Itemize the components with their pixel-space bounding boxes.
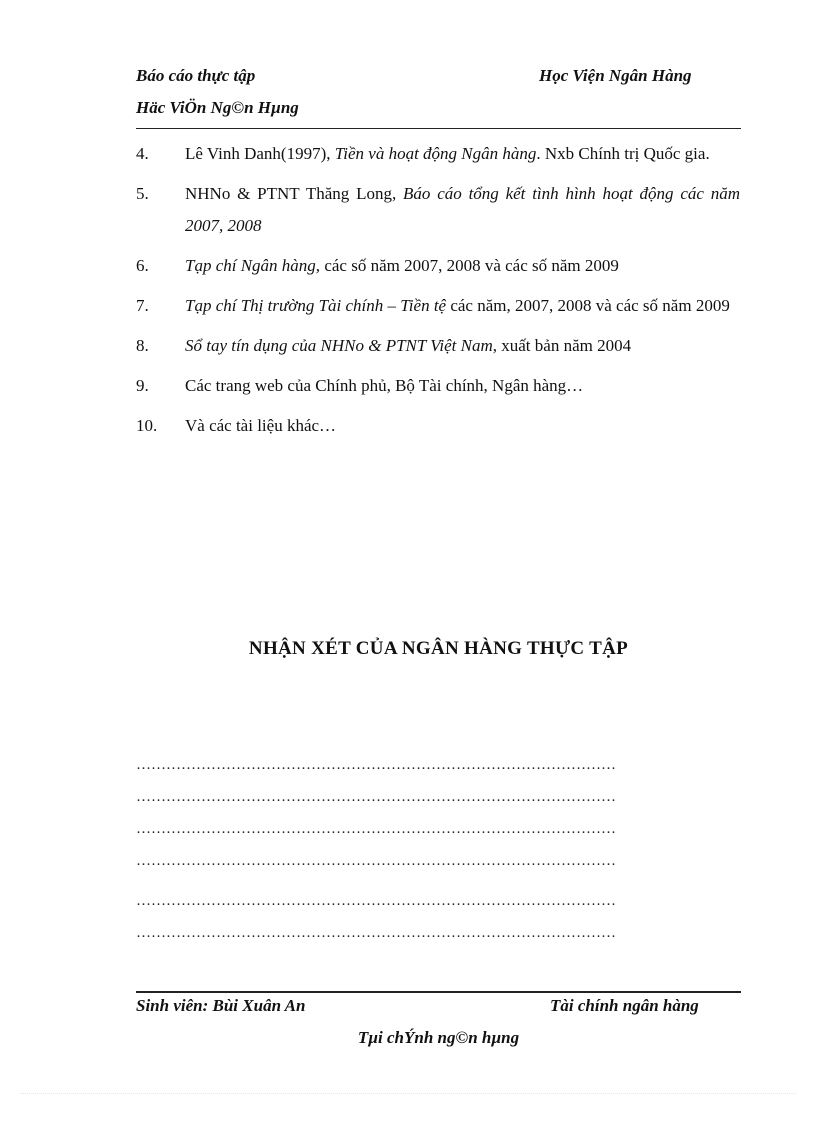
- reference-number: 10.: [136, 416, 158, 435]
- reference-detail: NHNo & PTNT Thăng Long,: [185, 184, 404, 203]
- reference-title: Báo cáo tổng kết tình hình hoạt động các năm 2007, 2008: [185, 184, 740, 235]
- reference-detail: , xuất bản năm 2004: [492, 336, 632, 355]
- comment-dotted-line: ……………………………………………………………………………………: [136, 789, 616, 805]
- reference-title: Tạp chí Thị trường Tài chính – Tiền tệ: [185, 296, 447, 315]
- comment-dotted-line: ……………………………………………………………………………………: [136, 853, 616, 869]
- reference-number: 5.: [136, 184, 149, 203]
- reference-detail: Và các tài liệu khác…: [185, 416, 337, 435]
- reference-detail: các số năm 2007, 2008 và các số năm 2009: [320, 256, 619, 275]
- header-report-title: Báo cáo thực tập: [136, 66, 256, 85]
- comment-dotted-line: ……………………………………………………………………………………: [136, 925, 616, 941]
- reference-item: [136, 290, 740, 322]
- reference-item: [136, 138, 740, 170]
- reference-text: [185, 296, 730, 315]
- reference-detail: các năm, 2007, 2008 và các số năm 2009: [446, 296, 730, 315]
- comment-dotted-line: ……………………………………………………………………………………: [136, 893, 616, 909]
- reference-title: Tạp chí Ngân hàng,: [185, 256, 321, 275]
- reference-item: [136, 330, 740, 362]
- reference-item: [136, 410, 740, 442]
- reference-text: [185, 184, 740, 235]
- reference-number: 6.: [136, 256, 149, 275]
- header-rule: [136, 128, 741, 129]
- reference-item: [136, 250, 740, 282]
- reference-text: [185, 336, 631, 355]
- reference-detail: Lê Vinh Danh(1997),: [185, 144, 335, 163]
- reference-detail: . Nxb Chính trị Quốc gia.: [536, 144, 710, 163]
- reference-number: 4.: [136, 144, 149, 163]
- footer-center-text: Tµi chÝnh ng©n hµng: [357, 1028, 520, 1047]
- reference-item: [136, 178, 740, 242]
- footer-student: Sinh viên: Bùi Xuân An: [136, 996, 306, 1015]
- page-edge: [20, 1093, 796, 1094]
- reference-text: [185, 376, 583, 395]
- header-institution: Học Viện Ngân Hàng: [539, 66, 692, 85]
- reference-text: [185, 144, 710, 163]
- reference-title: Tiền và hoạt động Ngân hàng: [334, 144, 537, 163]
- reference-detail: Các trang web của Chính phủ, Bộ Tài chính, Ngân hàng…: [185, 376, 584, 395]
- footer-rule: [136, 991, 741, 993]
- section-title: NHẬN XÉT CỦA NGÂN HÀNG THỰC TẬP: [248, 638, 629, 659]
- reference-number: 7.: [136, 296, 149, 315]
- reference-title: Sổ tay tín dụng của NHNo & PTNT Việt Nam: [185, 336, 493, 355]
- reference-number: 8.: [136, 336, 149, 355]
- comment-dotted-line: ……………………………………………………………………………………: [136, 821, 616, 837]
- header-subline: Häc ViÖn Ng©n Hµng: [136, 98, 299, 117]
- comment-dotted-line: ……………………………………………………………………………………: [136, 757, 616, 773]
- reference-item: [136, 370, 740, 402]
- reference-text: [185, 416, 336, 435]
- reference-list: [136, 138, 740, 450]
- reference-text: [185, 256, 619, 275]
- reference-number: 9.: [136, 376, 149, 395]
- footer-major: Tài chính ngân hàng: [550, 996, 699, 1015]
